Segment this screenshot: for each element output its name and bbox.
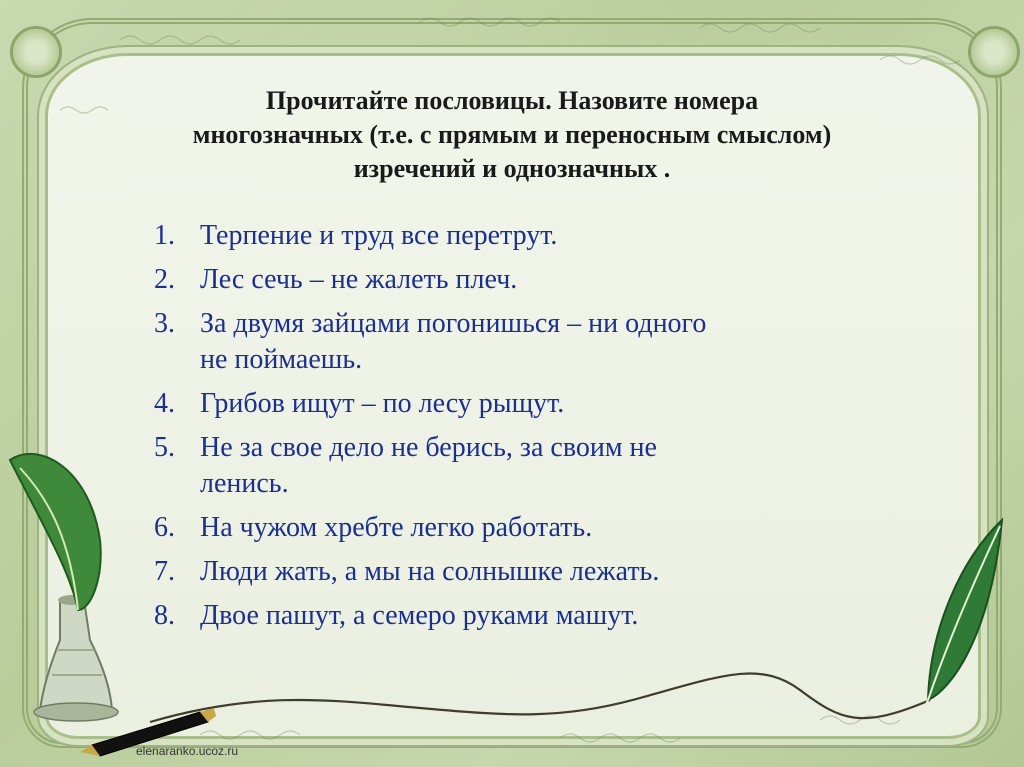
proverb-line: не поймаешь.: [200, 344, 363, 375]
proverb-line: Люди жать, а мы на солнышке лежать.: [200, 556, 660, 587]
proverb-line: За двумя зайцами погонишься – ни одного: [200, 308, 707, 339]
proverb-line: Терпение и труд все перетрут.: [200, 220, 558, 251]
proverb-number: 7.: [154, 556, 175, 587]
leaf-quill-icon: [918, 520, 1002, 722]
proverb-line: ленись.: [200, 468, 289, 499]
proverb-line: Двое пашут, а семеро руками машут.: [200, 600, 639, 631]
proverb-number: 8.: [154, 600, 175, 631]
flourish-line: [150, 674, 930, 722]
proverb-number: 6.: [154, 512, 175, 543]
quill-pen-icon: [10, 454, 101, 610]
proverb-number: 4.: [154, 388, 175, 419]
title-line: Прочитайте пословицы. Назовите номера: [265, 86, 759, 115]
proverb-line: Лес сечь – не жалеть плеч.: [200, 264, 518, 295]
footer-source: elenaranko.ucoz.ru: [136, 744, 239, 758]
proverb-line: Грибов ищут – по лесу рыщут.: [200, 388, 565, 419]
title-line: многозначных (т.е. с прямым и переносным смыслом): [192, 120, 832, 149]
proverb-number: 2.: [154, 264, 175, 295]
proverb-number: 5.: [154, 432, 175, 463]
inkwell-icon: [34, 595, 118, 721]
title-line: изречений и однозначных .: [353, 154, 671, 183]
proverb-number: 1.: [154, 220, 175, 251]
proverb-number: 3.: [154, 308, 175, 339]
proverb-line: Не за свое дело не берись, за своим не: [200, 432, 657, 463]
proverb-line: На чужом хребте легко работать.: [200, 512, 593, 543]
